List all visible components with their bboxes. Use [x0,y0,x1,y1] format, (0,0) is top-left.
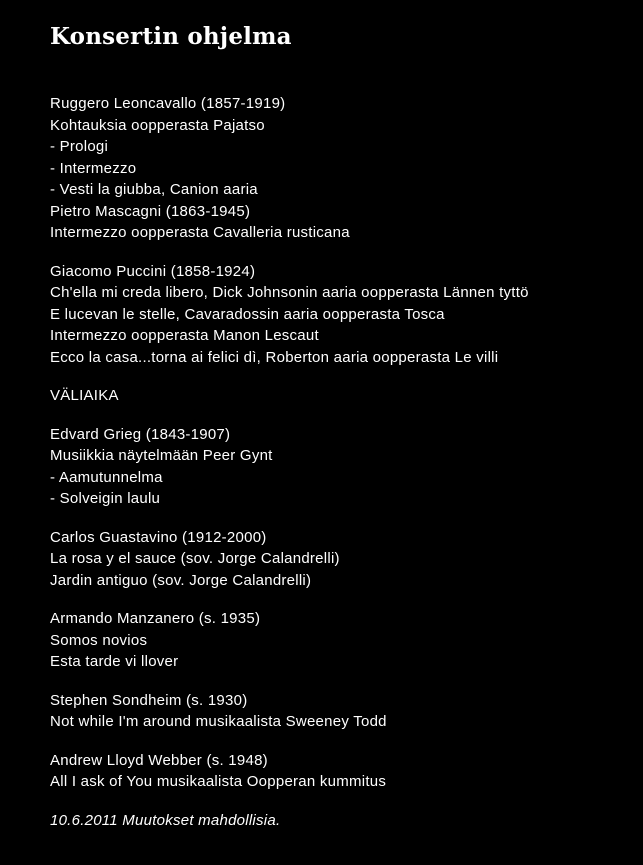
work-part: - Aamutunnelma [50,468,163,486]
work-title: E lucevan le stelle, Cavaradossin aaria oopperasta Tosca [50,305,445,323]
work-title: Somos novios [50,631,148,649]
program-block-leoncavallo-mascagni [50,93,630,244]
work-title: Musiikkia näytelmään Peer Gynt [50,447,273,464]
composer-heading: Ruggero Leoncavallo (1857-1919) [50,95,286,112]
work-title: Ecco la casa...torna ai felici dì, Roberton aaria oopperasta Le villi [50,348,499,366]
work-part: - Solveigin laulu [50,490,161,507]
program-block-manzanero [50,608,630,673]
work-title: All I ask of You musikaalista Oopperan kummitus [50,773,387,790]
work-part: - Prologi [50,138,109,155]
composer-heading: Giacomo Puccini (1858-1924) [50,262,256,280]
program-block-sondheim [50,690,630,733]
page-title: Konsertin ohjelma [50,23,292,50]
program-block-guastavino [50,527,630,592]
work-part: - Intermezzo [50,159,137,177]
work-title: Jardin antiguo (sov. Jorge Calandrelli) [50,571,312,589]
work-title: Kohtauksia oopperasta Pajatso [50,116,265,134]
program-list [50,93,630,848]
composer-heading: Andrew Lloyd Webber (s. 1948) [50,751,268,769]
composer-heading: Armando Manzanero (s. 1935) [50,610,261,627]
composer-heading: Carlos Guastavino (1912-2000) [50,528,267,546]
work-title: Esta tarde vi llover [50,653,179,670]
work-title: La rosa y el sauce (sov. Jorge Calandrelli) [50,550,340,567]
composer-heading: Stephen Sondheim (s. 1930) [50,691,248,709]
intermission-label: VÄLIAIKA [50,387,119,404]
footer-note: 10.6.2011 Muutokset mahdollisia. [50,811,281,829]
program-block-lloyd-webber [50,750,630,793]
work-title: Intermezzo oopperasta Cavalleria rusticana [50,224,350,241]
program-block-grieg [50,424,630,510]
program-block-puccini [50,261,630,369]
work-title: Intermezzo oopperasta Manon Lescaut [50,327,319,344]
work-title: Not while I'm around musikaalista Sweeney Todd [50,713,387,730]
program-block-intermission [50,385,630,407]
work-title: Ch'ella mi creda libero, Dick Johnsonin aaria oopperasta Lännen tyttö [50,284,529,301]
composer-heading: Edvard Grieg (1843-1907) [50,425,231,443]
composer-heading: Pietro Mascagni (1863-1945) [50,202,251,220]
work-part: - Vesti la giubba, Canion aaria [50,181,258,198]
